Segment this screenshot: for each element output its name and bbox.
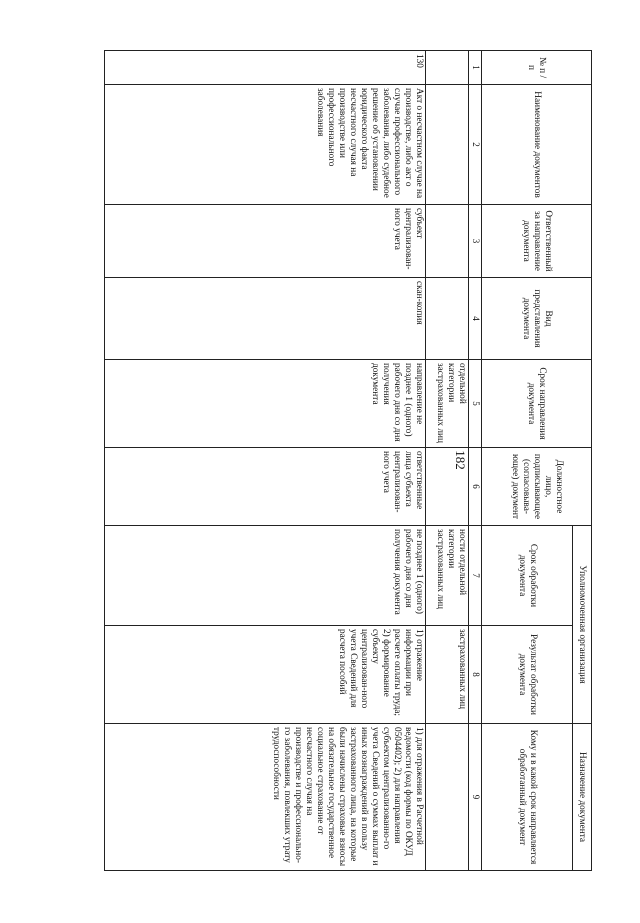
header-proc-term: Срок обработки документа bbox=[482, 526, 573, 626]
column-number: 8 bbox=[469, 626, 482, 724]
column-number: 9 bbox=[469, 724, 482, 871]
column-number: 2 bbox=[469, 85, 482, 205]
table-sheet bbox=[67, 50, 592, 870]
column-number: 5 bbox=[469, 360, 482, 448]
cell-purpose: 1) для отражения в Расчетной ведомости (код формы по ОКУД 0504402); 2) для направления субъектом централизованно-го учета Сведений о суммах выплат и иных вознаграждений в пользу застрахованного лица, на которые были начислены страховые взносы на обязательное государственное социальное страхование от несчастного случая на производстве и профессионально-го заболевания, повлекших утрату трудоспособности bbox=[105, 724, 426, 871]
cell-form: скан-копия bbox=[105, 278, 426, 360]
column-number: 7 bbox=[469, 526, 482, 626]
cell-proc-term: не позднее 1 (одного) рабочего дня со дня получения документа bbox=[105, 526, 426, 626]
header-purpose-group: Назначение документа bbox=[573, 724, 592, 871]
header-name: Наименование документов bbox=[482, 85, 592, 205]
header-official: Должностное лицо, подписывающее (согласовыва-ющее) документ bbox=[482, 448, 592, 526]
continuation-row bbox=[426, 51, 469, 871]
documents-table bbox=[104, 50, 592, 871]
column-number: 3 bbox=[469, 205, 482, 278]
column-number: 4 bbox=[469, 278, 482, 360]
column-number: 6 bbox=[469, 448, 482, 526]
page-number: 182 bbox=[452, 450, 468, 470]
cell-deadline: направление не позднее 1 (одного) рабочего дня со дня получения документа bbox=[105, 360, 426, 448]
column-number: 1 bbox=[469, 51, 482, 85]
header-org-group: Уполномоченная организация bbox=[573, 526, 592, 724]
column-number-row bbox=[469, 51, 482, 871]
cell-result: 1) отражение информации при расчете оплаты труда; 2) формирование субъекту централизован-ного учета Сведений для расчета пособий bbox=[105, 626, 426, 724]
header-purpose: Кому и в какой срок направляется обработанный документ bbox=[482, 724, 573, 871]
cell-deadline-cont: отдельной категории застрахованных лиц bbox=[426, 360, 469, 448]
header-responsible: Ответственный за направление документа bbox=[482, 205, 592, 278]
cell-proc-term-cont: ности отдельной категории застрахованных лиц bbox=[426, 526, 469, 626]
header-row-top bbox=[573, 51, 592, 871]
cell-empty bbox=[426, 278, 469, 360]
cell-empty bbox=[426, 448, 469, 526]
cell-empty bbox=[426, 85, 469, 205]
cell-empty bbox=[426, 51, 469, 85]
cell-empty bbox=[426, 205, 469, 278]
table-row-130 bbox=[105, 51, 426, 871]
header-form: Вид представления документа bbox=[482, 278, 592, 360]
rotated-page bbox=[67, 50, 592, 870]
header-deadline: Срок направления документа bbox=[482, 360, 592, 448]
cell-empty bbox=[426, 724, 469, 871]
header-num: № п / п bbox=[482, 51, 592, 85]
cell-num: 130 bbox=[105, 51, 426, 85]
cell-result-cont: застрахованных лиц bbox=[426, 626, 469, 724]
cell-official: ответственные лица субъекта централизован-ного учета bbox=[105, 448, 426, 526]
cell-name: Акт о несчастном случае на производстве, либо акт о случае профессионального заболевания, либо судебное решение об установлении юридического факта несчастного случая на производстве или профессионального заболевания bbox=[105, 85, 426, 205]
header-result: Результат обработки документа bbox=[482, 626, 573, 724]
cell-responsible: субъект централизован-ного учета bbox=[105, 205, 426, 278]
